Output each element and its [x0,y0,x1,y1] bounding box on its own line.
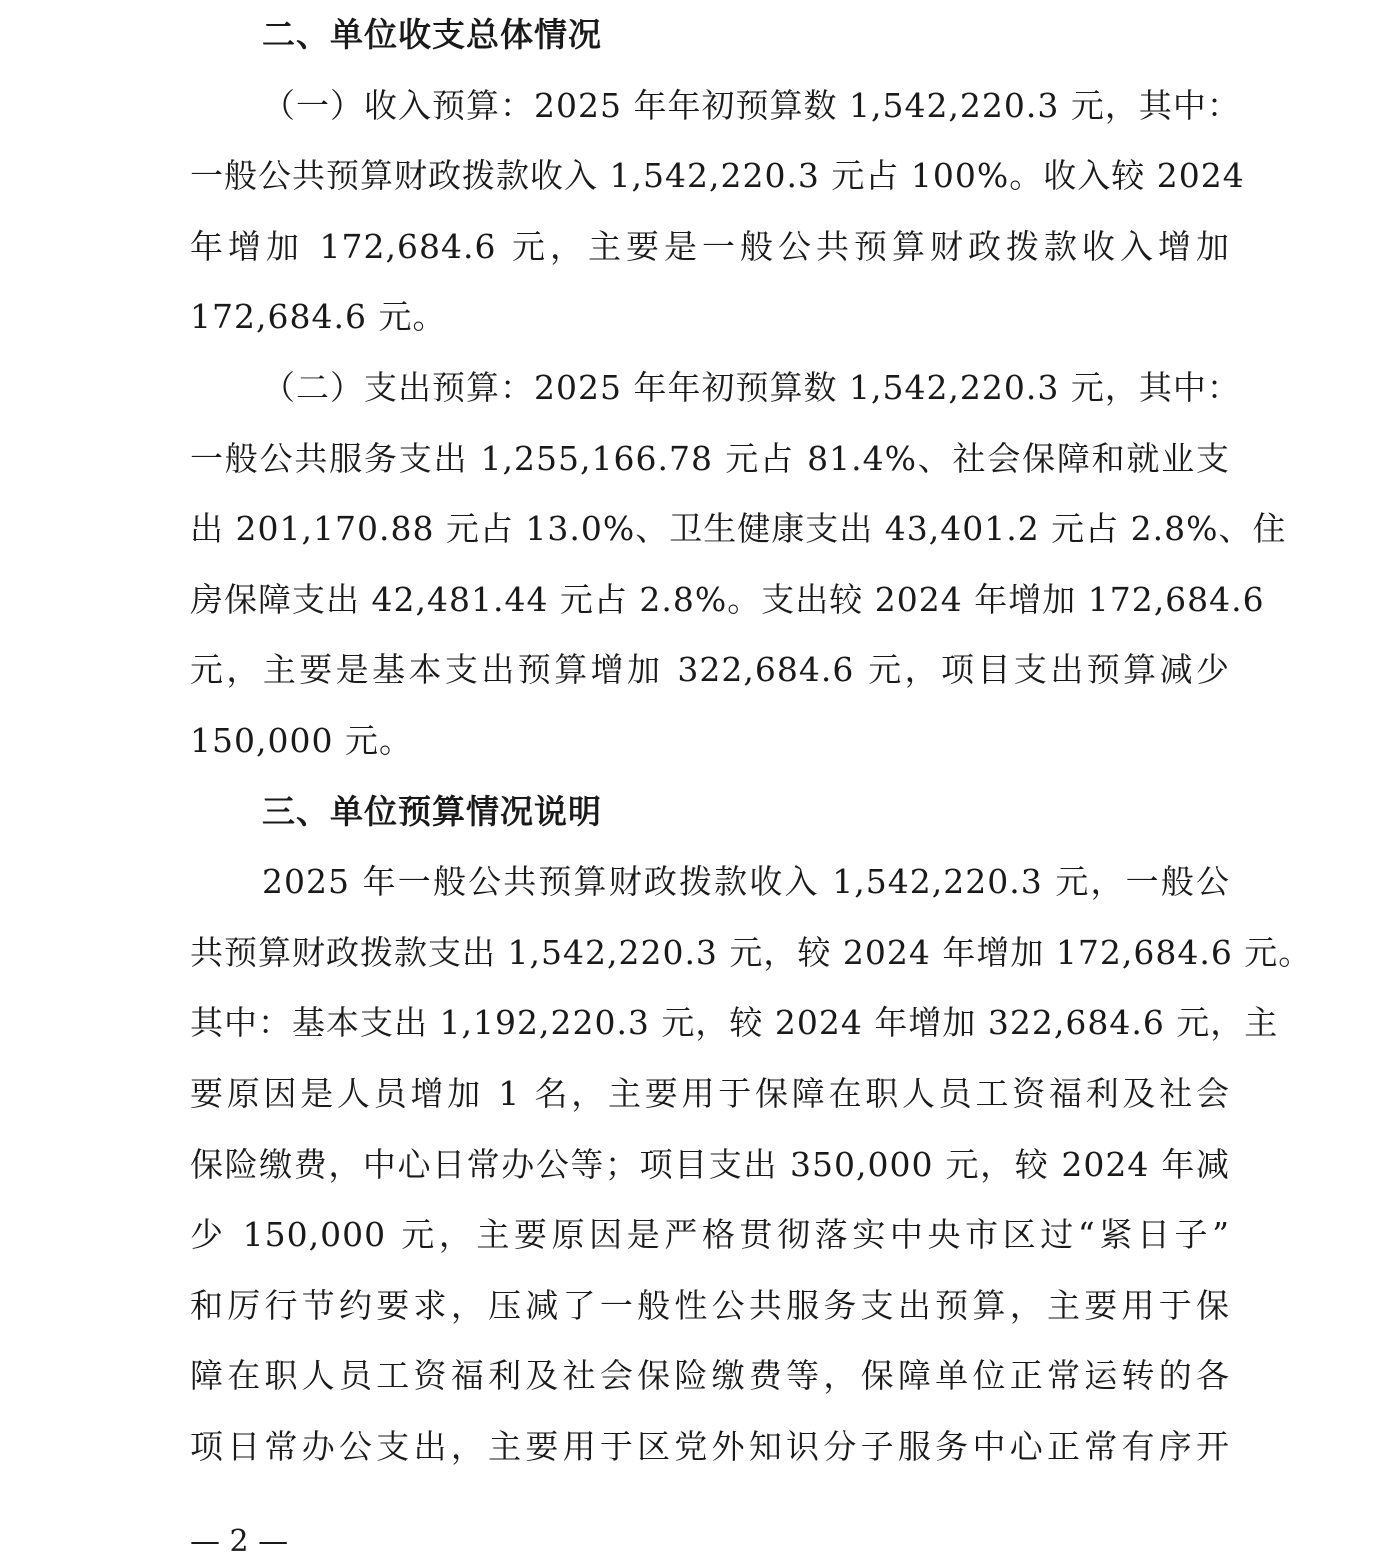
page-number: — 2 — [190,1524,289,1559]
explanation-line-6: 少 150,000 元，主要原因是严格贯彻落实中央市区过“紧日子” [190,1215,1230,1255]
expense-line-2: 一般公共服务支出 1,255,166.78 元占 81.4%、社会保障和就业支 [190,438,1230,478]
expense-line-6: 150,000 元。 [190,720,413,760]
section-heading-budget-explanation: 三、单位预算情况说明 [262,791,602,831]
income-line-3: 年增加 172,684.6 元，主要是一般公共预算财政拨款收入增加 [190,226,1230,266]
income-line-2: 一般公共预算财政拨款收入 1,542,220.3 元占 100%。收入较 2024 [190,156,1245,196]
income-line-4: 172,684.6 元。 [190,297,447,337]
expense-line-5: 元，主要是基本支出预算增加 322,684.6 元，项目支出预算减少 [190,650,1230,690]
explanation-line-8: 障在职人员工资福利及社会保险缴费等，保障单位正常运转的各 [190,1356,1230,1396]
document-body [190,0,1313,1482]
section-heading-overall-budget: 二、单位收支总体情况 [262,15,602,54]
expense-line-3: 出 201,170.88 元占 13.0%、卫生健康支出 43,401.2 元占 2.8%、住 [190,509,1287,549]
explanation-line-1: 2025 年一般公共预算财政拨款收入 1,542,220.3 元，一般公 [262,862,1230,902]
expense-line-1: （二）支出预算：2025 年年初预算数 1,542,220.3 元，其中： [262,367,1241,407]
expense-line-4: 房保障支出 42,481.44 元占 2.8%。支出较 2024 年增加 172,684.6 [190,579,1265,619]
explanation-line-4: 要原因是人员增加 1 名，主要用于保障在职人员工资福利及社会 [190,1073,1230,1113]
explanation-line-3: 其中：基本支出 1,192,220.3 元，较 2024 年增加 322,684.6 元，主 [190,1003,1279,1043]
explanation-line-2: 共预算财政拨款支出 1,542,220.3 元，较 2024 年增加 172,684.6 元。 [190,932,1313,972]
explanation-line-5: 保险缴费，中心日常办公等；项目支出 350,000 元，较 2024 年减 [190,1144,1230,1184]
income-line-1: （一）收入预算：2025 年年初预算数 1,542,220.3 元，其中： [262,85,1241,125]
explanation-line-9: 项日常办公支出，主要用于区党外知识分子服务中心正常有序开 [190,1426,1230,1466]
explanation-line-7: 和厉行节约要求，压减了一般性公共服务支出预算，主要用于保 [190,1285,1230,1325]
